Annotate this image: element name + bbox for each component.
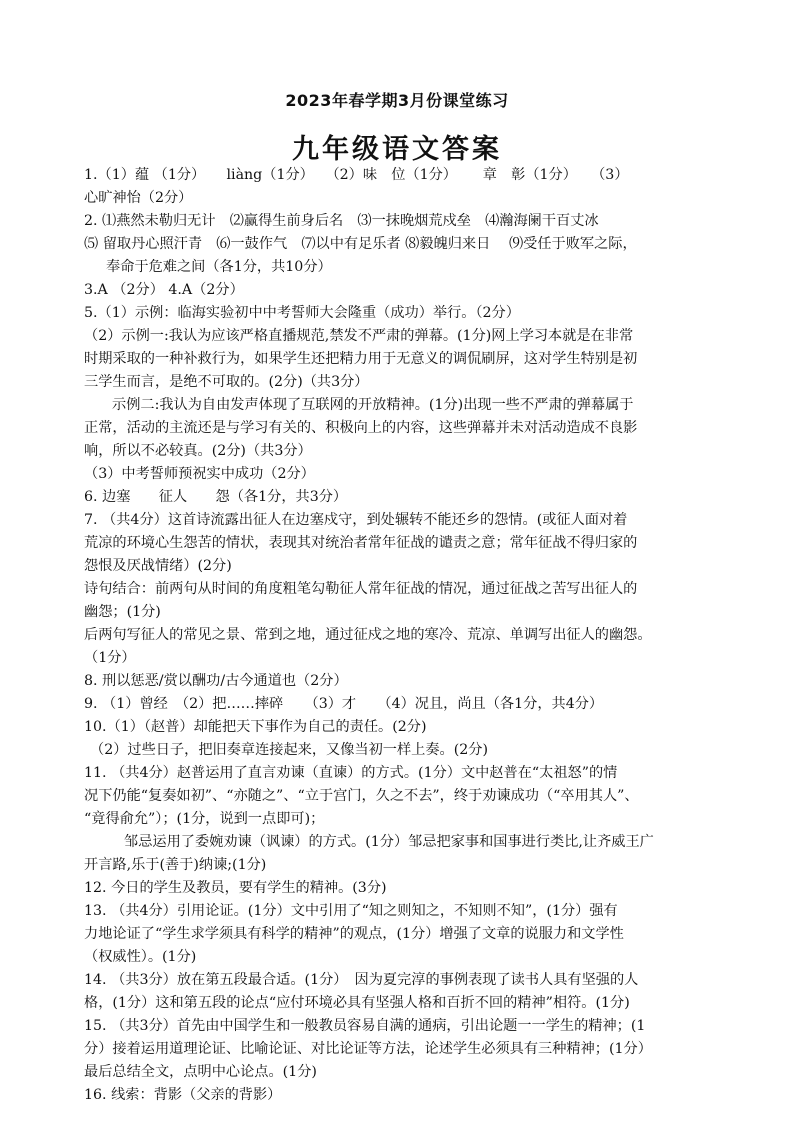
answer-line: ⑸ 留取丹心照汗青 ⑹一鼓作气 ⑺以中有足乐者 ⑻毅魄归来日 ⑼受任于败军之际， [84,236,637,252]
answer-line: 怨恨及厌战情绪）(2分) [84,558,232,574]
exam-subtitle: 2023年春学期3月份课堂练习 [285,91,509,110]
answer-line: 响，所以不必较真。(2分)（共3分） [84,443,312,459]
answer-line: 12. 今日的学生及教员，要有学生的精神。(3分) [84,880,387,896]
answer-line: （权威性）。(1分) [84,949,197,965]
answer-line: 分）接着运用道理论证、比喻论证、对比论证等方法，论述学生必须具有三种精神；(1分） [84,1041,652,1057]
answer-line: 1.（1）蕴 （1分） liàng（1分） （2）味 位（1分） 章 彰（1分） （3） [84,167,629,183]
answer-line: 幽怨；(1分) [84,604,161,620]
answer-line: 三学生而言，是绝不可取的。(2分)（共3分） [84,374,369,390]
answer-line: 16. 线索：背影（父亲的背影） [84,1087,282,1103]
answer-line: 13. （共4分）引用论证。(1分）文中引用了“知之则知之，不知则不知”，(1分）强有 [84,903,618,919]
answer-line: 奉命于危难之间（各1分，共10分） [106,259,332,275]
answer-line: 最后总结全文，点明中心论点。(1分) [84,1064,317,1080]
answer-line: 后两句写征人的常见之景、常到之地，通过征戍之地的寒冷、荒凉、单调写出征人的幽怨。 [84,627,652,643]
answer-line: “竟得俞允”）；(1分，说到一点即可)； [84,811,325,827]
answer-line: 8. 刑以惩恶/赏以酬功/古今通道也（2分） [84,673,348,689]
answer-line: 示例二:我认为自由发声体现了互联网的开放精神。(1分)出现一些不严肃的弹幕属于 [112,397,634,413]
answer-line: 格，(1分）这和第五段的论点“应付环境必具有坚强人格和百折不回的精神”相符。(1分) [84,995,630,1011]
answer-line: 14. （共3分）放在第五段最合适。(1分） 因为夏完淳的事例表现了读书人具有坚强的人 [84,972,639,988]
answer-line: 邹忌运用了委婉劝谏（讽谏）的方式。(1分）邹忌把家事和国事进行类比,让齐威王广 [124,834,654,850]
answer-line: 5.（1）示例：临海实验初中中考誓师大会隆重（成功）举行。（2分） [84,305,520,321]
answer-line: （2）示例一:我认为应该严格直播规范,禁发不严肃的弹幕。(1分)网上学习本就是在非常 [84,328,634,344]
answer-line: 力地论证了“学生求学须具有科学的精神”的观点，(1分）增强了文章的说服力和文学性 [84,926,624,942]
answer-body [84,164,724,1107]
answer-line: 7. （共4分）这首诗流露出征人在边塞戍守，到处辗转不能还乡的怨情。(或征人面对着 [84,512,628,528]
answer-line: 荒凉的环境心生怨苦的情状，表现其对统治者常年征战的谴责之意；常年征战不得归家的 [84,535,638,551]
answer-line: 15. （共3分）首先由中国学生和一般教员容易自满的通病，引出论题一一学生的精神；(1 [84,1018,646,1034]
answer-line: 3.A （2分） 4.A（2分） [84,282,244,298]
answer-line: （1分） [84,650,136,666]
page-title: 九年级语文答案 [292,134,502,165]
answer-line: 6. 边塞 征人 怨（各1分，共3分） [84,489,348,505]
answer-line: 心旷神怡（2分） [84,190,193,206]
answer-line: 况下仍能“复奏如初”、“亦随之”、“立于宫门，久之不去”，终于劝谏成功（“卒用其人”、 [84,788,639,804]
answer-line: 正常，活动的主流还是与学习有关的、积极向上的内容，这些弹幕并未对活动造成不良影 [84,420,638,436]
answer-line: 诗句结合：前两句从时间的角度粗笔勾勒征人常年征战的情况，通过征战之苦写出征人的 [84,581,638,597]
answer-line: 10.（1）（赵普）却能把天下事作为自己的责任。(2分) [84,719,427,735]
answer-line: 时期采取的一种补救行为，如果学生还把精力用于无意义的调侃刷屏，这对学生特别是初 [84,351,638,367]
answer-line: 开言路,乐于(善于)纳谏;(1分) [84,857,267,873]
answer-line: （2）过些日子，把旧奏章连接起来，又像当初一样上奏。(2分) [90,742,489,758]
answer-line: （3）中考誓师预祝实中成功（2分） [84,466,315,482]
answer-line: 9. （1）曾经 （2）把……摔碎 （3）才 （4）况且，尚且（各1分，共4分） [84,696,604,712]
answer-line: 11. （共4分）赵普运用了直言劝谏（直谏）的方式。(1分）文中赵普在“太祖怒”的情 [84,765,618,781]
answer-line: 2. ⑴燕然未勒归无计 ⑵赢得生前身后名 ⑶一抹晚烟荒戍垒 ⑷瀚海阑干百丈冰 [84,213,599,229]
